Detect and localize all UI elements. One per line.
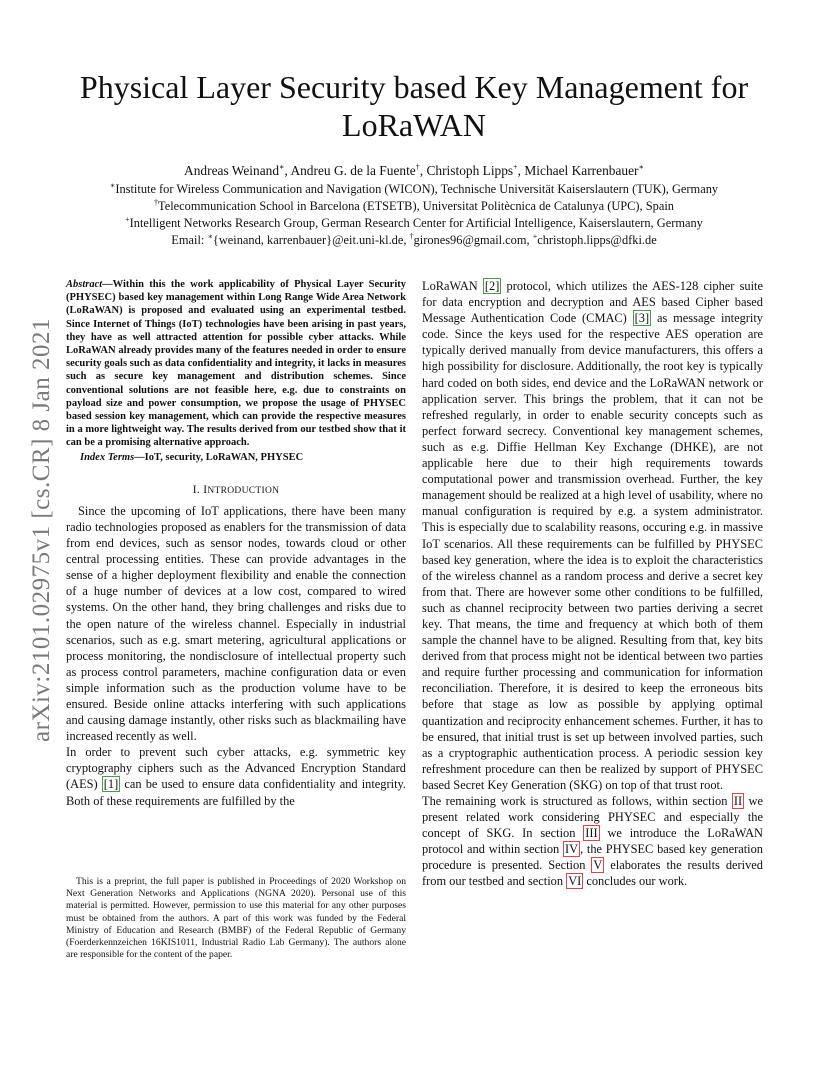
right-p2-part-b: we present related work considering PHYSEC and especially the concept of SKG. In section (422, 794, 763, 841)
index-terms (66, 451, 406, 464)
footnote (66, 876, 406, 961)
author-3: Christoph Lipps (426, 163, 514, 178)
author-4: Michael Karrenbauer (524, 163, 639, 178)
section-title-rest: NTRODUCTION (207, 485, 280, 496)
abstract-text: —Within this the work applicability of Physical Layer Security (PHYSEC) based key management within Long Range Wide Area Network (LoRaWAN) is proposed and evaluated using an experimental testbed. Since Internet of Things (IoT) technologies have been arising in past years, they have as well attracted attention for possible cyber attacks. While LoRaWAN already provides many of the features needed in order to ensure security goals such as data confidentiality and integrity, it lacks in measures such as secure key management and distribution schemes. Since conventional solutions are not feasible here, e.g. due to constraints on payload size and power consumption, we propose the usage of PHYSEC based session key management, which can provide the respective measures in a more lightweight way. The results derived from our testbed show that it can be a promising alternative approach. (66, 279, 406, 449)
section-link-iii[interactable]: III (585, 826, 598, 841)
citation-link-1[interactable]: [1] (103, 777, 119, 792)
citation-link-2[interactable]: [2] (484, 279, 500, 293)
section-number: I. (192, 483, 204, 496)
author-2-mark: † (415, 162, 420, 172)
aff1-text: Institute for Wireless Communication and Navigation (WICON), Technische Universität Kaiserslautern (TUK), Germany (115, 182, 719, 196)
right-p1-part-c: as message integrity code. Since the keys used for the respective AES operation are typically derived manually from device manufacturers, this offers a high possibility for disclosure. Additionally, the root key is typically hard coded on both sides, end device and the LoRaWAN network or application server. This brings the problem, that it can not be refreshed regularly, in order to enable security concepts such as perfect forward secrecy. Conventional key management schemes, such as e.g. Diffie Hellman Key Exchange (DHKE), are not applicable here due to their high requirements towards computational power and transmission overhead. Further, the key management should be realized at a high level of usability, where no manual configuration is required by e.g. a system administrator. This is especially due to scalability reasons, occuring e.g. in massive IoT scenarios. All these requirements can be fulfilled by PHYSEC based key generation, where the idea is to exploit the characteristics of the wireless channel as a random process and derive a secret key from that. There are however some other conditions to be fulfilled, such as channel reciprocity between two parties deriving a secret key. That means, the time and frequency at which both of them sample the channel have to be aligned. Resulting from that, key bits derived from that process might not be identical between two parties and require further processing and communication for information reconciliation. Therefore, it is desired to keep the erroneous bits before that stage as low as possible by applying optimal quantization and reciprocity enhancement schemes. Further, it has to be ensured, that initial trust is set up between involved parties, such as a cryptographic authentication process. A periodic session key refreshment procedure can then be realized by support of PHYSEC based Secret Key Generation (SKG) on top of that trust root. (422, 311, 763, 792)
right-column (422, 278, 763, 890)
email-3: christoph.lipps@dfki.de (537, 233, 657, 247)
abstract-label: Abstract (66, 279, 103, 290)
intro-body-right (422, 278, 763, 890)
email-mark-2: † (409, 231, 414, 241)
intro-p2-part-b: can be used to ensure data confidentiality and integrity. Both of these requirements are fulfilled by the (66, 777, 407, 808)
intro-paragraph-1: Since the upcoming of IoT applications, there have been many radio technologies proposed as enablers for the transmission of data from end devices, such as sensor nodes, towards cloud or other central processing entities. These can provide advantages in the sense of a higher deployment flexibility and enable the connection of a huge number of devices at a low cost, compared to wired systems. On the other hand, they bring challenges and risks due to the open nature of the wireless channel. Especially in industrial scenarios, such as e.g. smart metering, agricultural applications or process monitoring, the nondisclosure of intellectual property such as process control parameters, machine configuration data or even simple information such as the production volume have to be ensured. Beside online attacks interfering with such applications and causing damage instantly, other risks such as blackmailing have increased recently as well. (66, 503, 406, 744)
section-link-iv[interactable]: IV (564, 842, 579, 857)
footnote-text: This is a preprint, the full paper is published in Proceedings of 2020 Workshop on Next Generation Networks and Applications (NGNA 2020). Personal use of this material is permitted. However, permission to use this material for any other purposes must be obtained from the authors. A part of this work was funded by the Federal Ministry of Education and Research (BMBF) of the Federal Republic of Germany (Foerderkennzeichen 16KIS1011, Industrial Radio Lab Germany). The authors alone are responsible for the content of the paper. (66, 876, 406, 961)
right-paragraph-2 (422, 793, 763, 890)
index-terms-label: Index Terms (80, 451, 135, 463)
arxiv-stamp (22, 300, 62, 760)
intro-paragraph-2 (66, 744, 406, 808)
author-2: Andreu G. de la Fuente (290, 163, 416, 178)
affiliation-2 (0, 198, 828, 215)
right-p1-part-b: protocol, which utilizes the AES-128 cipher suite for data encryption and decryption and AES based Cipher based Message Authentication Code (CMAC) (422, 279, 763, 326)
intro-body-left (66, 503, 406, 809)
email-1: {weinand, karrenbauer}@eit.uni-kl.de, (212, 233, 410, 247)
aff2-mark: † (154, 197, 158, 207)
affiliation-1 (0, 181, 828, 198)
email-line (0, 232, 828, 249)
author-3-mark: + (513, 162, 518, 172)
email-mark-1: ∗ (207, 231, 213, 241)
aff1-mark: ∗ (109, 180, 116, 190)
right-p2-part-c: we introduce the LoRaWAN protocol and within section (422, 826, 764, 857)
abstract (66, 278, 406, 450)
title-line-2: LoRaWAN (342, 107, 486, 143)
email-2: girones96@gmail.com, (413, 233, 533, 247)
author-list: Andreas Weinand∗, Andreu G. de la Fuente†, Christoph Lipps+, Michael Karrenbauer∗ (184, 162, 644, 178)
right-p2-part-f: concludes our work. (583, 874, 688, 889)
right-p1-part-a: LoRaWAN (422, 279, 483, 293)
email-mark-3: + (532, 231, 538, 241)
email-prefix: Email: (171, 233, 208, 247)
affiliation-3 (0, 215, 828, 232)
section-initial: I (203, 483, 208, 496)
citation-link-3[interactable]: [3] (634, 311, 650, 326)
section-heading-introduction (66, 484, 406, 496)
aff3-text: Intelligent Networks Research Group, German Research Center for Artificial Intelligence, Kaiserslautern, Germany (129, 216, 703, 230)
right-p2-part-e: elaborates the results derived from our testbed and section (422, 858, 763, 889)
index-terms-text: —IoT, security, LoRaWAN, PHYSEC (134, 451, 304, 463)
section-link-vi[interactable]: VI (568, 874, 582, 889)
arxiv-stamp-text: arXiv:2101.02975v1 [cs.CR] 8 Jan 2021 (28, 317, 55, 743)
paper-title (0, 68, 828, 144)
author-4-mark: ∗ (638, 162, 644, 172)
right-p2-part-d: , the PHYSEC based key generation procedure is presented. Section (422, 842, 763, 873)
section-link-ii[interactable]: II (733, 794, 743, 808)
section-link-v[interactable]: V (593, 858, 603, 873)
intro-p2-part-a: In order to prevent such cyber attacks, e.g. symmetric key cryptography ciphers such as the Advanced Encryption Standard (AES) (66, 745, 406, 792)
left-column (66, 278, 406, 809)
aff3-mark: + (125, 214, 130, 224)
aff2-text: Telecommunication School in Barcelona (ETSETB), Universitat Politècnica de Catalunya (UPC), Spain (158, 199, 674, 213)
title-line-1: Physical Layer Security based Key Management for (79, 69, 749, 105)
right-paragraph-1 (422, 278, 763, 793)
author-1: Andreas Weinand (184, 163, 280, 178)
author-1-mark: ∗ (279, 162, 285, 172)
right-p2-part-a: The remaining work is structured as follows, within section (422, 794, 732, 808)
